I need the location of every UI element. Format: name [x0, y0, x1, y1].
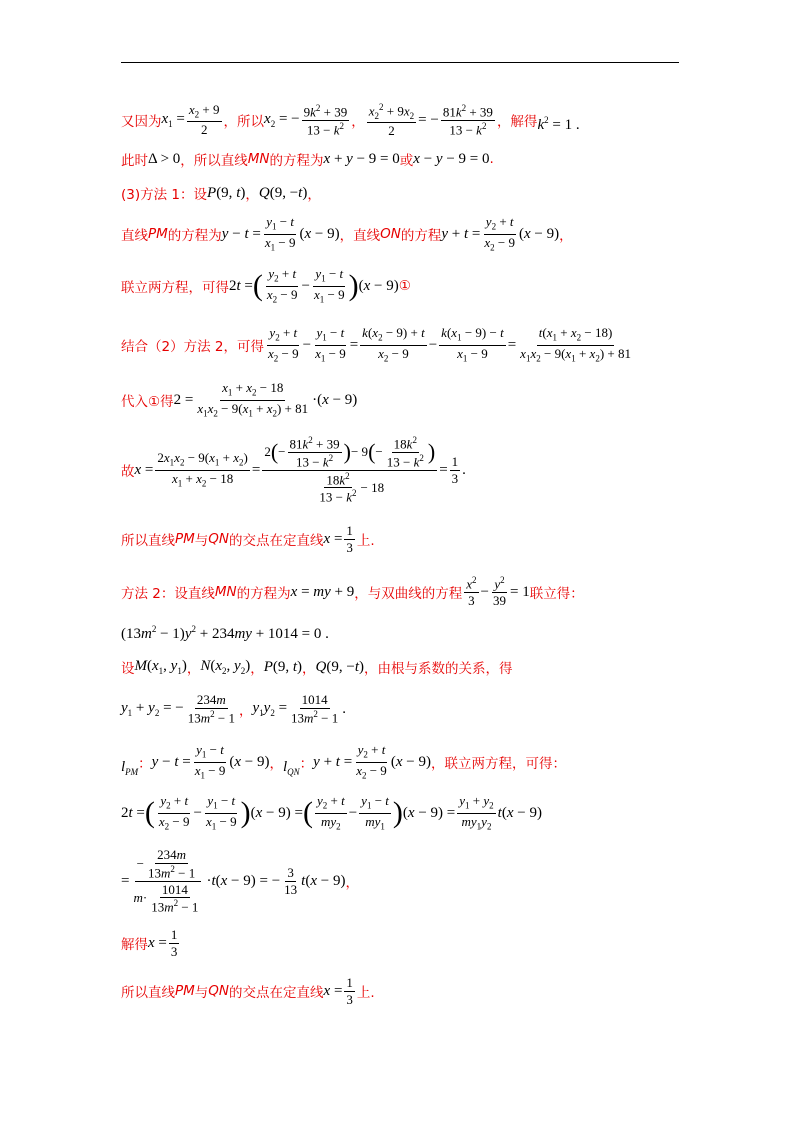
- line-13: [121, 689, 346, 729]
- line-18: [121, 972, 375, 1010]
- line-12: [121, 655, 513, 679]
- text: PM: [148, 226, 168, 242]
- text: PM: [175, 983, 195, 999]
- math: =: [349, 336, 359, 353]
- math: t(x − 9): [301, 872, 346, 889]
- fraction: $\frac{y_1 - t}{my_1}$: [361, 793, 389, 832]
- math: P(9, t): [263, 658, 303, 675]
- text: ，: [238, 703, 253, 719]
- text: MN: [214, 584, 237, 600]
- math: = −: [418, 111, 439, 128]
- text: 所以直线: [121, 533, 175, 549]
- fraction: $\frac{234m}{13m^2 - 1}$: [187, 692, 235, 726]
- text: 的方程为: [167, 228, 222, 244]
- text: 联立两方程，可得: [121, 280, 229, 296]
- math: x =: [323, 530, 343, 547]
- text: QN: [208, 983, 230, 999]
- math: $M(x_1$, $y_1$): [134, 658, 187, 676]
- math: −: [480, 583, 489, 600]
- text: ，: [559, 228, 573, 244]
- fraction: $\frac{k(x_2 - 9) + t}{x_2 - 9}$: [362, 325, 425, 364]
- text: 与: [194, 533, 209, 549]
- math: (x − 9): [299, 225, 340, 242]
- text: 联立得：: [529, 586, 584, 602]
- fraction: $\frac{y_1 + y_2}{my_1y_2}$: [459, 793, 494, 832]
- fraction: $\frac{1}{3}$: [170, 926, 178, 959]
- math: x − y − 9 = 0: [413, 150, 490, 167]
- fraction: $\frac{y_1 - t}{x_1 - 9}$: [313, 266, 345, 305]
- text: 的方程为: [269, 153, 324, 169]
- math: $x_2$ = −: [264, 111, 300, 129]
- math: y + t =: [441, 225, 481, 242]
- text: PM: [175, 531, 195, 547]
- math: =: [121, 872, 130, 889]
- line-6: [121, 322, 635, 368]
- text: 的方程为: [236, 586, 291, 602]
- math: (x − 9): [518, 225, 560, 242]
- fraction: $\frac{1}{3}$: [346, 522, 353, 555]
- line-4: [121, 212, 573, 256]
- math: P(9, t): [207, 184, 246, 201]
- line-8: [121, 432, 466, 508]
- text: ，由根与系数的关系，得: [364, 661, 513, 677]
- text: ，解得: [496, 114, 538, 130]
- math: 2t =: [229, 277, 253, 294]
- text: ，联立两方程，可得：: [430, 756, 566, 772]
- fraction: $\frac{y_2 + t}{x_2 - 9}$: [266, 266, 298, 305]
- fraction: $\frac{y_1 - t}{x_1 - 9}$: [315, 325, 346, 364]
- text: ，: [351, 114, 365, 130]
- fraction: $\frac{1}{3}$: [346, 974, 353, 1007]
- math: y − t =: [151, 753, 191, 770]
- text: ，直线: [339, 228, 381, 244]
- math: −: [193, 804, 202, 821]
- text: ，: [302, 661, 316, 677]
- text: 此时: [121, 153, 148, 169]
- fraction: $\frac{3}{13}$: [284, 864, 298, 897]
- text: 方法 2：设直线: [121, 586, 215, 602]
- text: 或: [399, 153, 414, 169]
- math: x =: [134, 461, 154, 478]
- math: −: [301, 277, 310, 294]
- line-10: [121, 572, 584, 612]
- text: (3)方法 1：设: [121, 187, 208, 203]
- text: ，: [307, 187, 321, 203]
- fraction: $\frac{9k^2 + 39}{13 - k^2}$: [303, 102, 348, 137]
- fraction: 2 ( − $\frac{81k^2 + 39}{13 - k^2}$ ) − 9 ( − $\frac{18k^2}{13 - k^2}$ ) $\frac{18k^2}{13 - k^2}$ − 18: [264, 434, 436, 505]
- fraction: $\frac{y_2 + t}{x_2 - 9}$: [356, 742, 387, 781]
- line-17: [121, 924, 181, 962]
- text: 设: [121, 661, 135, 677]
- text: 上.: [356, 533, 375, 549]
- line-14: [121, 741, 566, 783]
- text: ，: [245, 187, 259, 203]
- math: (x − 9) =: [250, 804, 303, 821]
- math: 2t =: [121, 804, 145, 821]
- fraction: $\frac{x^2}{3}$: [466, 575, 477, 609]
- text: 与: [194, 985, 209, 1001]
- fraction: $\frac{y_2 + t}{my_2}$: [316, 793, 345, 832]
- paren: (: [144, 796, 155, 829]
- math: $y_1y_2$ =: [252, 700, 288, 718]
- math: 2 =: [173, 391, 194, 408]
- text: MN: [247, 151, 270, 167]
- text: 的交点在定直线: [229, 533, 324, 549]
- fraction: $\frac{y^2}{39}$: [493, 575, 506, 609]
- text: 直线: [121, 228, 148, 244]
- math: x =: [148, 934, 167, 951]
- fraction: $\frac{y_1 - t}{x_1 - 9}$: [264, 214, 296, 253]
- math: −: [302, 336, 312, 353]
- fraction: $\frac{t(x_1 + x_2 - 18)}{x_1x_2 - 9(x_1 + x_2) + 81}$: [520, 325, 631, 364]
- math: t(x − 9): [497, 804, 542, 821]
- text: 的交点在定直线: [229, 985, 324, 1001]
- math: .: [462, 461, 466, 478]
- math: Q(9, −t): [258, 184, 308, 201]
- math: Q(9, −t): [315, 658, 365, 675]
- math: $l_{PM}$: [121, 759, 139, 777]
- paren: ): [348, 269, 359, 302]
- text: ：: [138, 756, 152, 772]
- circled-one: ①: [398, 278, 411, 294]
- line-2: [121, 148, 494, 170]
- math: y − t =: [221, 225, 261, 242]
- math: $y_1 + y_2$ = −: [121, 700, 184, 718]
- fraction: $\frac{2x_1x_2 - 9(x_1 + x_2)}{x_1 + x_2 - 18}$: [157, 450, 248, 489]
- text: 的方程: [400, 228, 442, 244]
- math: (x − 9) =: [402, 804, 456, 821]
- line-9: [121, 521, 375, 557]
- text: ，: [345, 875, 359, 891]
- text: 故: [121, 464, 135, 480]
- text: 所以直线: [121, 985, 175, 1001]
- line-1: [121, 96, 580, 144]
- line-3: [121, 181, 321, 205]
- fraction: $\frac{y_2 + t}{x_2 - 9}$: [158, 793, 190, 832]
- fraction: $\frac{y_2 + t}{x_2 - 9}$: [484, 214, 515, 253]
- fraction: $\frac{y_2 + t}{x_2 - 9}$: [267, 325, 299, 364]
- math: −: [428, 336, 438, 353]
- paren: (: [252, 269, 263, 302]
- text: .: [489, 151, 494, 167]
- math: $l_{QN}$: [282, 759, 300, 777]
- text: ，所以: [223, 114, 265, 130]
- line-5: [121, 263, 411, 309]
- fraction: $\frac{y_1 - t}{x_1 - 9}$: [194, 742, 226, 781]
- fraction: $\frac{81k^2 + 39}{13 - k^2}$: [442, 102, 493, 137]
- text: ，: [186, 661, 201, 677]
- math: y + t =: [313, 753, 353, 770]
- text: ON: [380, 226, 401, 242]
- math: (x − 9): [358, 277, 399, 294]
- paren: (: [302, 796, 313, 829]
- text: 上.: [356, 985, 375, 1001]
- text: ，与双曲线的方程: [354, 586, 463, 602]
- line-16: [121, 845, 359, 917]
- math: x + y − 9 = 0: [323, 150, 400, 167]
- line-11: [121, 621, 329, 645]
- math: $(13m^2 - 1)y^2 + 234my + 1014 = 0$ .: [121, 623, 329, 642]
- math: (x − 9): [390, 753, 431, 770]
- math: =: [251, 461, 261, 478]
- text: 结合（2）方法 2，可得: [121, 339, 264, 355]
- math: .: [342, 700, 347, 717]
- math: $N(x_2$, $y_2$): [200, 658, 251, 676]
- text: QN: [208, 531, 230, 547]
- fraction: − $\frac{234m}{13m^2 - 1}$ m · $\frac{1014}{13m^2 - 1}$: [131, 848, 204, 914]
- fraction: $\frac{x_2 + 9}{2}$: [188, 102, 220, 138]
- text: ，所以直线: [180, 153, 248, 169]
- math: $x_1$ =: [161, 111, 185, 129]
- text: ：: [299, 756, 314, 772]
- fraction: $\frac{k(x_1 - 9) - t}{x_1 - 9}$: [441, 325, 504, 364]
- math: =: [507, 336, 517, 353]
- line-7: [121, 377, 357, 423]
- text: 代入①得: [121, 394, 174, 410]
- line-15: [121, 790, 542, 836]
- math: (x − 9): [229, 753, 270, 770]
- math: ·(x − 9): [312, 391, 358, 408]
- fraction: $\frac{1}{3}$: [451, 453, 459, 486]
- fraction: $\frac{y_1 - t}{x_1 - 9}$: [205, 793, 237, 832]
- header-rule: [121, 62, 679, 63]
- math: x =: [323, 982, 343, 999]
- math: x = my + 9: [290, 583, 355, 600]
- fraction: $\frac{x_2^2 + 9x_2}{2}$: [368, 101, 415, 138]
- text: 又因为: [121, 114, 162, 130]
- fraction: $\frac{x_1 + x_2 - 18}{x_1x_2 - 9(x_1 + x_2) + 81}$: [197, 380, 309, 419]
- paren: ): [240, 796, 251, 829]
- math: Δ > 0: [148, 150, 181, 167]
- math: = 1: [510, 583, 530, 600]
- text: ，: [250, 661, 264, 677]
- math: ·t(x − 9) = −: [206, 872, 281, 889]
- paren: ): [392, 796, 403, 829]
- text: ，: [269, 756, 283, 772]
- math: −: [348, 804, 358, 821]
- math: $k^2 = 1$ .: [537, 114, 580, 133]
- text: 解得: [121, 937, 148, 953]
- math: =: [439, 461, 448, 478]
- fraction: $\frac{1014}{13m^2 - 1}$: [291, 692, 339, 726]
